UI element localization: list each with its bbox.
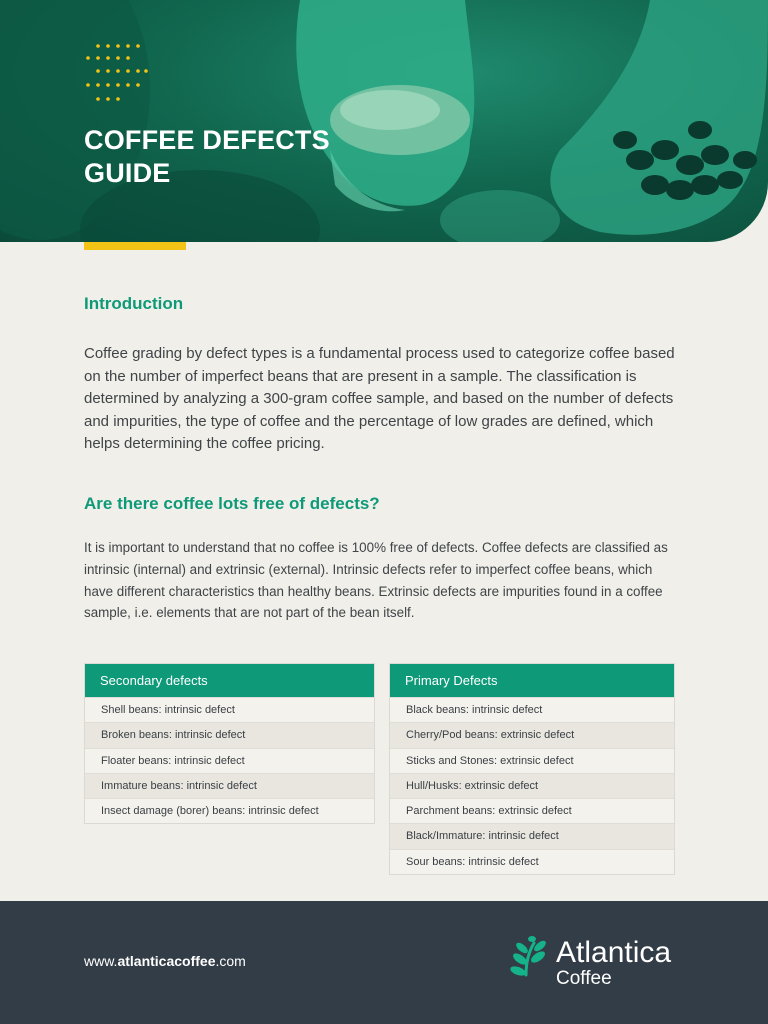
intro-heading: Introduction: [84, 294, 184, 313]
free-lots-paragraph: It is important to understand that no coffee is 100% free of defects. Coffee defects are classified as intrinsic (internal) and extrinsic (external). Intrinsic defects refer to imperfect coffee beans, which have different characteristics than healthy beans. Extrinsic defects are impurities found in a coffee sample, i.e. elements that are not part of the bean itself.: [84, 540, 668, 621]
page-title-line1: COFFEE DEFECTS: [84, 125, 330, 155]
brand-subname: Coffee: [556, 968, 612, 989]
secondary-defects-header: Secondary defects: [85, 664, 374, 697]
table-row: Parchment beans: extrinsic defect: [390, 798, 674, 823]
primary-defects-header: Primary Defects: [390, 664, 674, 697]
table-row: Shell beans: intrinsic defect: [85, 697, 374, 722]
table-row: Immature beans: intrinsic defect: [85, 773, 374, 798]
table-row: Black beans: intrinsic defect: [390, 697, 674, 722]
hero-banner: [0, 0, 768, 242]
table-row: Cherry/Pod beans: extrinsic defect: [390, 722, 674, 747]
secondary-defects-table: [84, 663, 375, 824]
table-row: Floater beans: intrinsic defect: [85, 748, 374, 773]
table-row: Sticks and Stones: extrinsic defect: [390, 748, 674, 773]
free-lots-heading: Are there coffee lots free of defects?: [84, 494, 380, 513]
intro-paragraph: Coffee grading by defect types is a fundamental process used to categorize coffee based on the number of imperfect beans that are present in a sample. The classification is determined by analyzing a 300-gram coffee sample, and based on the number of defects and impurities, the type of coffee and the percentage of low grades are defined, which helps determining the coffee pricing.: [84, 345, 675, 452]
primary-defects-table: [389, 663, 675, 875]
url-suffix: .com: [215, 953, 246, 969]
table-row: Black/Immature: intrinsic defect: [390, 823, 674, 848]
website-link[interactable]: [84, 953, 246, 969]
hero-photo: [0, 0, 768, 242]
table-row: Insect damage (borer) beans: intrinsic defect: [85, 798, 374, 823]
page-title-line2: GUIDE: [84, 158, 171, 188]
footer: [0, 901, 768, 1024]
page-title: [84, 124, 330, 190]
table-row: Broken beans: intrinsic defect: [85, 722, 374, 747]
coffee-branch-icon: [508, 935, 552, 979]
accent-bar: [84, 242, 186, 250]
decorative-dots: [86, 44, 150, 104]
brand-name: Atlantica: [556, 936, 672, 969]
table-row: Hull/Husks: extrinsic defect: [390, 773, 674, 798]
brand-logo: [508, 935, 708, 995]
url-prefix: www.: [84, 953, 118, 969]
table-row: Sour beans: intrinsic defect: [390, 849, 674, 874]
url-domain: atlanticacoffee: [117, 953, 216, 969]
